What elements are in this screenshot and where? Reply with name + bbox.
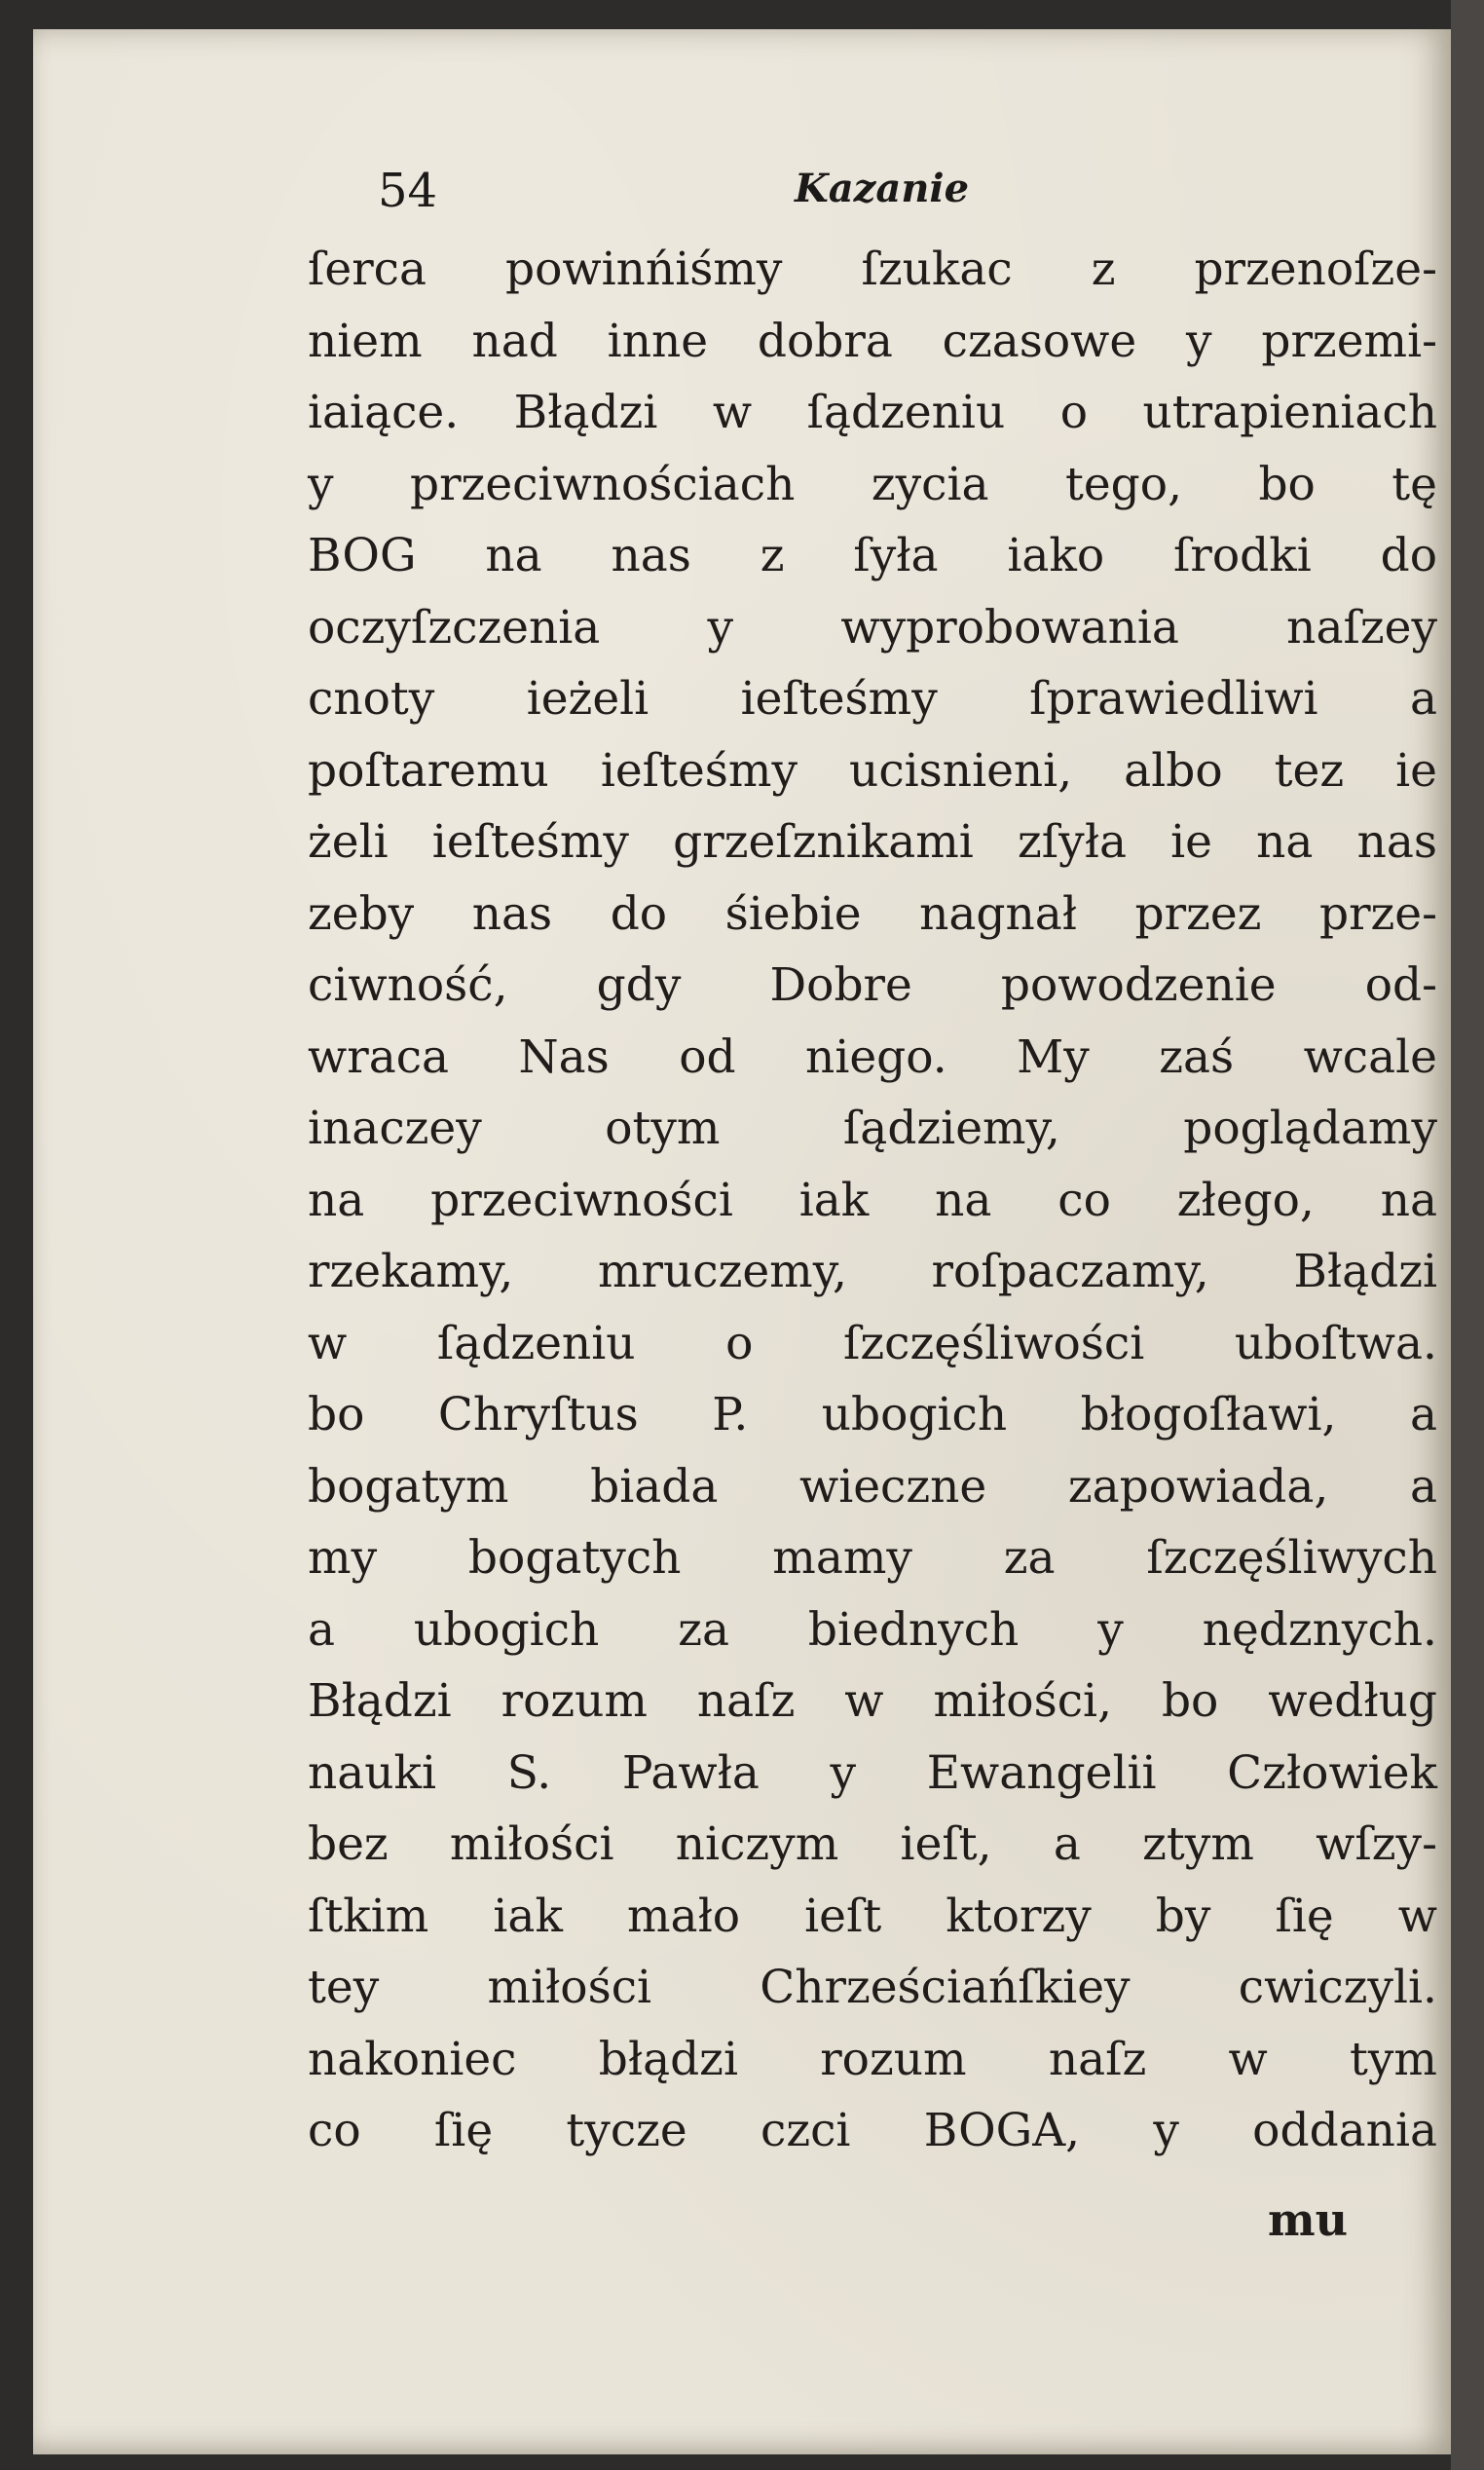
text-line: niem nad inne dobra czasowe y przemi- xyxy=(308,314,1437,368)
book-page xyxy=(33,29,1451,2454)
text-line: ſtkim iak mało ieſt ktorzy by ſię w xyxy=(308,1889,1437,1943)
text-line: a ubogich za biednych y nędznych. xyxy=(308,1602,1437,1657)
page-number: 54 xyxy=(378,164,438,218)
text-line: nakoniec błądzi rozum naſz w tym xyxy=(308,2032,1437,2086)
book-edge xyxy=(1451,0,1484,2470)
text-line: zeby nas do śiebie nagnał przez prze- xyxy=(308,886,1437,941)
text-line: tey miłości Chrześciańſkiey cwiczyli. xyxy=(308,1961,1437,2014)
text-line: ciwność, gdy Dobre powodzenie od- xyxy=(308,958,1437,1012)
text-line: inaczey otym ſądziemy, poglądamy xyxy=(308,1102,1437,1155)
text-line: wraca Nas od niego. My zaś wcale xyxy=(308,1029,1437,1084)
body-text xyxy=(308,234,1437,2167)
text-line: BOG na nas z ſyła iako ſrodki do xyxy=(308,529,1437,582)
text-line: Błądzi rozum naſz w miłości, bo według xyxy=(308,1674,1437,1728)
text-line: co ſię tycze czci BOGA, y oddania xyxy=(308,2104,1437,2157)
text-line: my bogatych mamy za ſzczęśliwych xyxy=(308,1531,1437,1585)
text-line: y przeciwnościach zycia tego, bo tę xyxy=(308,457,1437,511)
page-header xyxy=(378,164,1059,232)
text-line: nauki S. Pawła y Ewangelii Człowiek xyxy=(308,1745,1437,1800)
text-line: rzekamy, mruczemy, roſpaczamy, Błądzi xyxy=(308,1245,1437,1298)
text-line: na przeciwności iak na co złego, na xyxy=(308,1173,1437,1227)
text-line: ſerca powinńiśmy ſzukac z przenoſze- xyxy=(308,243,1437,296)
text-line: żeli ieſteśmy grzeſznikami zſyła ie na nas xyxy=(308,815,1437,869)
text-line: bez miłości niczym ieſt, a ztym wſzy- xyxy=(308,1817,1437,1871)
text-line: oczyſzczenia y wyprobowania naſzey xyxy=(308,600,1437,655)
text-line: cnoty ieżeli ieſteśmy ſprawiedliwi a xyxy=(308,672,1437,726)
catchword: mu xyxy=(1268,2193,1349,2246)
text-line: poſtaremu ieſteśmy ucisnieni, albo tez ie xyxy=(308,743,1437,798)
text-line: iaiące. Błądzi w ſądzeniu o utrapieniach xyxy=(308,386,1437,439)
text-line: w ſądzeniu o ſzczęśliwości uboſtwa. xyxy=(308,1316,1437,1370)
text-line: bogatym biada wieczne zapowiada, a xyxy=(308,1459,1437,1514)
running-head: Kazanie xyxy=(795,166,970,211)
text-line: bo Chryſtus P. ubogich błogoſławi, a xyxy=(308,1388,1437,1441)
